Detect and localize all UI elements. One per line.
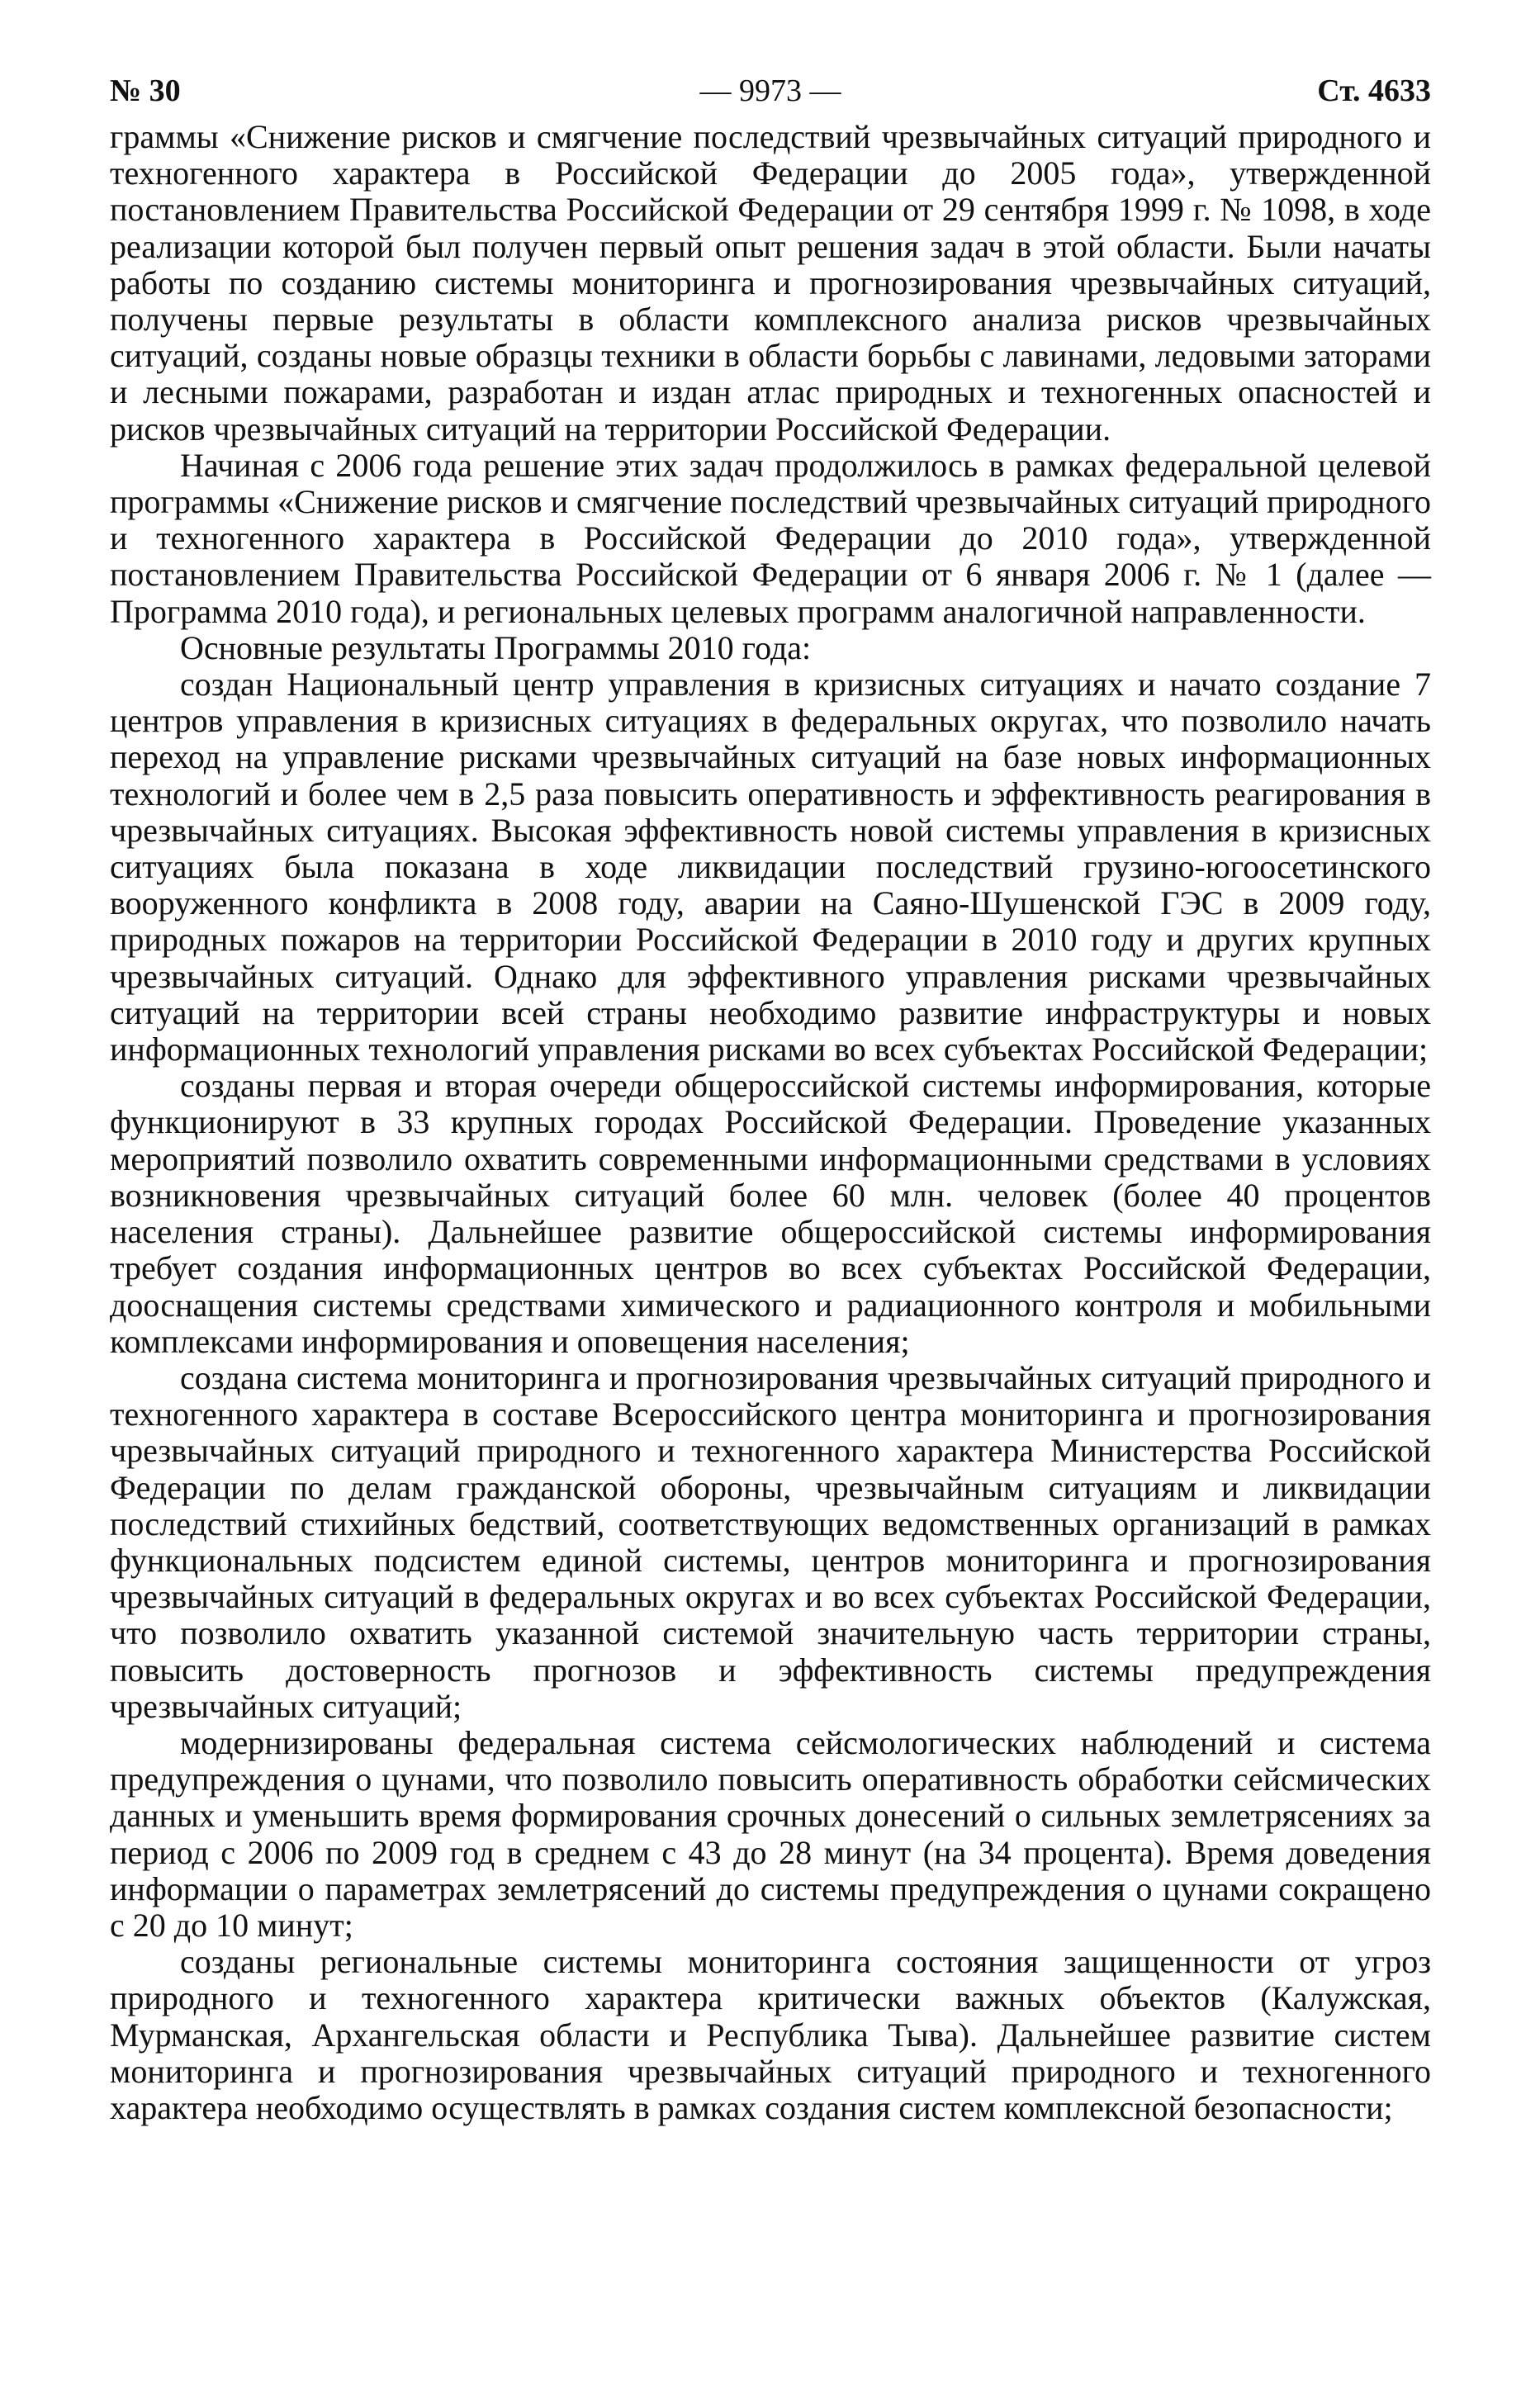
list-item: создана система мониторинга и прогнозирования чрезвычайных ситуаций природного и техногенного характера в составе Всероссийского центра мониторинга и прогнозирования чрезвычайных ситуаций природного и техногенного характера Министерства Российской Федерации по делам гражданской обороны, чрезвычайным ситуациям и ликвидации последствий стихийных бедствий, соответствующих ведомственных организаций в рамках функциональных подсистем единой системы, центров мониторинга и прогнозирования чрезвычайных ситуаций в федеральных округах и во всех субъектах Российской Федерации, что позволило охватить указанной системой значительную часть территории страны, повысить достоверность прогнозов и эффективность системы предупреждения чрезвычайных ситуаций;	[110, 1358, 1431, 1725]
document-page	[110, 66, 1431, 2126]
paragraph-results-intro: Основные результаты Программы 2010 года:	[180, 628, 812, 666]
paragraph-continuation: граммы «Снижение рисков и смягчение последствий чрезвычайных ситуаций природного и техногенного характера в Российской Федерации до 2005 года», утвержденной постановлением Правительства Российской Федерации от 29 сентября 1999 г. № 1098, в ходе реализации которой был получен первый опыт решения задач в этой области. Были начаты работы по созданию системы мониторинга и прогнозирования чрезвычайных ситуаций, получены первые результаты в области комплексного анализа рисков чрезвычайных ситуаций, созданы новые образцы техники в области борьбы с лавинами, ледовыми заторами и лесными пожарами, разработан и издан атлас природных и техногенных опасностей и рисков чрезвычайных ситуаций на территории Российской Федерации.	[110, 118, 1431, 448]
page-header	[110, 66, 1431, 116]
list-item: создан Национальный центр управления в кризисных ситуациях и начато создание 7 центров управления в кризисных ситуациях в федеральных округах, что позволило начать переход на управление рисками чрезвычайных ситуаций на базе новых информационных технологий и более чем в 2,5 раза повысить оперативность и эффективность реагирования в чрезвычайных ситуациях. Высокая эффективность новой системы управления в кризисных ситуациях была показана в ходе ликвидации последствий грузино-югоосетинского вооруженного конфликта в 2008 году, аварии на Саяно-Шушенской ГЭС в 2009 году, природных пожаров на территории Российской Федерации в 2010 году и других крупных чрезвычайных ситуаций. Однако для эффективного управления рисками чрезвычайных ситуаций на территории всей страны необходимо развитие инфраструктуры и новых информационных технологий управления рисками во всех субъектах Российской Федерации;	[110, 666, 1431, 1068]
list-item: модернизированы федеральная система сейсмологических наблюдений и система предупреждения о цунами, что позволило повысить оперативность обработки сейсмических данных и уменьшить время формирования срочных донесений о сильных землетрясениях за период с 2006 по 2009 год в среднем с 43 до 28 минут (на 34 процента). Время доведения информации о параметрах землетрясений до системы предупреждения о цунами сокращено с 20 до 10 минут;	[110, 1723, 1431, 1944]
list-item: созданы первая и вторая очереди общероссийской системы информирования, которые функционируют в 33 крупных городах Российской Федерации. Проведение указанных мероприятий позволило охватить современными информационными средствами в условиях возникновения чрезвычайных ситуаций более 60 млн. человек (более 40 процентов населения страны). Дальнейшее развитие общероссийской системы информирования требует создания информационных центров во всех субъектах Российской Федерации, дооснащения системы средствами химического и радиационного контроля и мобильными комплексами информирования и оповещения населения;	[110, 1067, 1431, 1360]
article-number: Ст. 4633	[1317, 73, 1431, 108]
list-item: созданы региональные системы мониторинга состояния защищенности от угроз природного и техногенного характера критически важных объектов (Калужская, Мурманская, Архангельская области и Республика Тыва). Дальнейшее развитие систем мониторинга и прогнозирования чрезвычайных ситуаций природного и техногенного характера необходимо осуществлять в рамках создания систем комплексной безопасности;	[110, 1943, 1431, 2126]
document-body	[110, 119, 1431, 2126]
paragraph: Начиная с 2006 года решение этих задач продолжилось в рамках федеральной целевой программы «Снижение рисков и смягчение последствий чрезвычайных ситуаций природного и техногенного характера в Российской Федерации до 2010 года», утвержденной постановлением Правительства Российской Федерации от 6 января 2006 г. № 1 (далее — Программа 2010 года), и региональных целевых программ аналогичной направленности.	[110, 446, 1431, 630]
issue-number: № 30	[110, 73, 181, 108]
page-number: — 9973 —	[699, 73, 841, 108]
